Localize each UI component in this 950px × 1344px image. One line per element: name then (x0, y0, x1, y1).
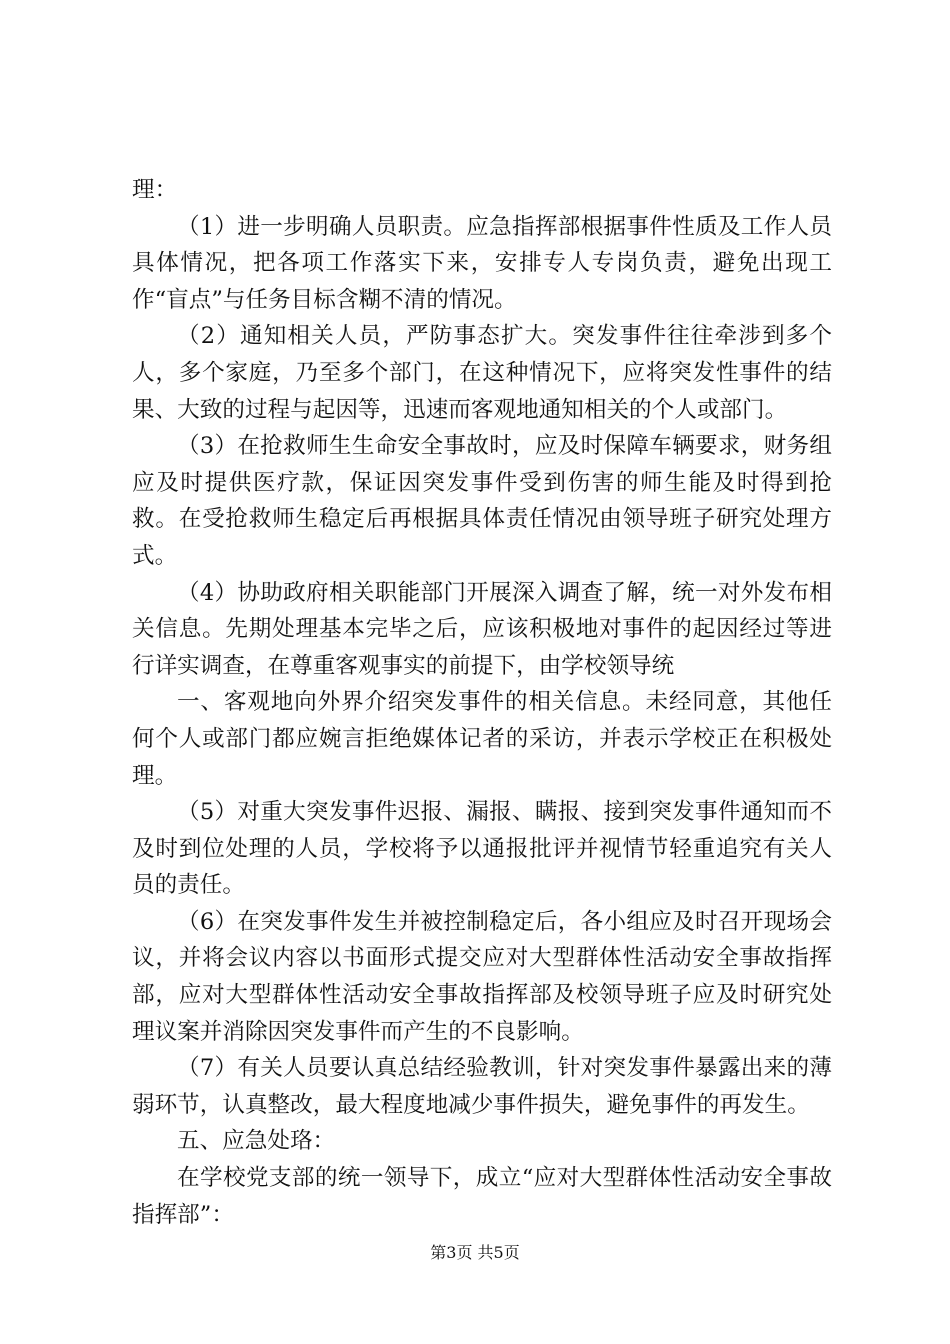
paragraph-item-7: （7）有关人员要认真总结经验教训，针对突发事件暴露出来的薄弱环节，认真整改，最大程度地减少事件损失，避免事件的再发生。 (132, 1055, 832, 1118)
paragraph-item-3: （3）在抢救师生生命安全事故时，应及时保障车辆要求，财务组应及时提供医疗款，保证因突发事件受到伤害的师生能及时得到抢救。在受抢救师生稳定后再根据具体责任情况由领导班子研究处理方式。 (132, 433, 832, 569)
paragraph-item-5: （5）对重大突发事件迟报、漏报、瞒报、接到突发事件通知而不及时到位处理的人员，学校将予以通报批评并视情节轻重追究有关人员的责任。 (132, 799, 832, 899)
page-number-footer: 第3页 共5页 (430, 1243, 520, 1262)
paragraph-continuation: 理： (132, 177, 178, 203)
paragraph-item-6: （6）在突发事件发生并被控制稳定后，各小组应及时召开现场会议，并将会议内容以书面形式提交应对大型群体性活动安全事故指挥部，应对大型群体性活动安全事故指挥部及校领导班子应及时研究处理议案并消除因突发事件而产生的不良影响。 (132, 908, 832, 1045)
paragraph-item-1: （1）进一步明确人员职责。应急指挥部根据事件性质及工作人员具体情况，把各项工作落实下来，安排专人专岗负责，避免出现工作“盲点”与任务目标含糊不清的情况。 (132, 213, 832, 313)
paragraph-command-setup: 在学校党支部的统一领导下，成立“应对大型群体性活动安全事故指挥部”： (132, 1165, 832, 1228)
section-heading-5: 五、应急处珞： (177, 1128, 336, 1155)
document-body (132, 172, 832, 1233)
paragraph-item-4-continued: 一、客观地向外界介绍突发事件的相关信息。未经同意，其他任何个人或部门都应婉言拒绝媒体记者的采访，并表示学校正在积极处理。 (132, 689, 832, 789)
paragraph-item-4: （4）协助政府相关职能部门开展深入调查了解，统一对外发布相关信息。先期处理基本完毕之后，应该积极地对事件的起因经过等进行详实调查，在尊重客观事实的前提下，由学校领导统 (132, 579, 832, 679)
paragraph-item-2: （2）通知相关人员，严防事态扩大。突发事件往往牵涉到多个人，多个家庭，乃至多个部门，在这种情况下，应将突发性事件的结果、大致的过程与起因等，迅速而客观地通知相关的个人或部门。 (132, 323, 832, 423)
